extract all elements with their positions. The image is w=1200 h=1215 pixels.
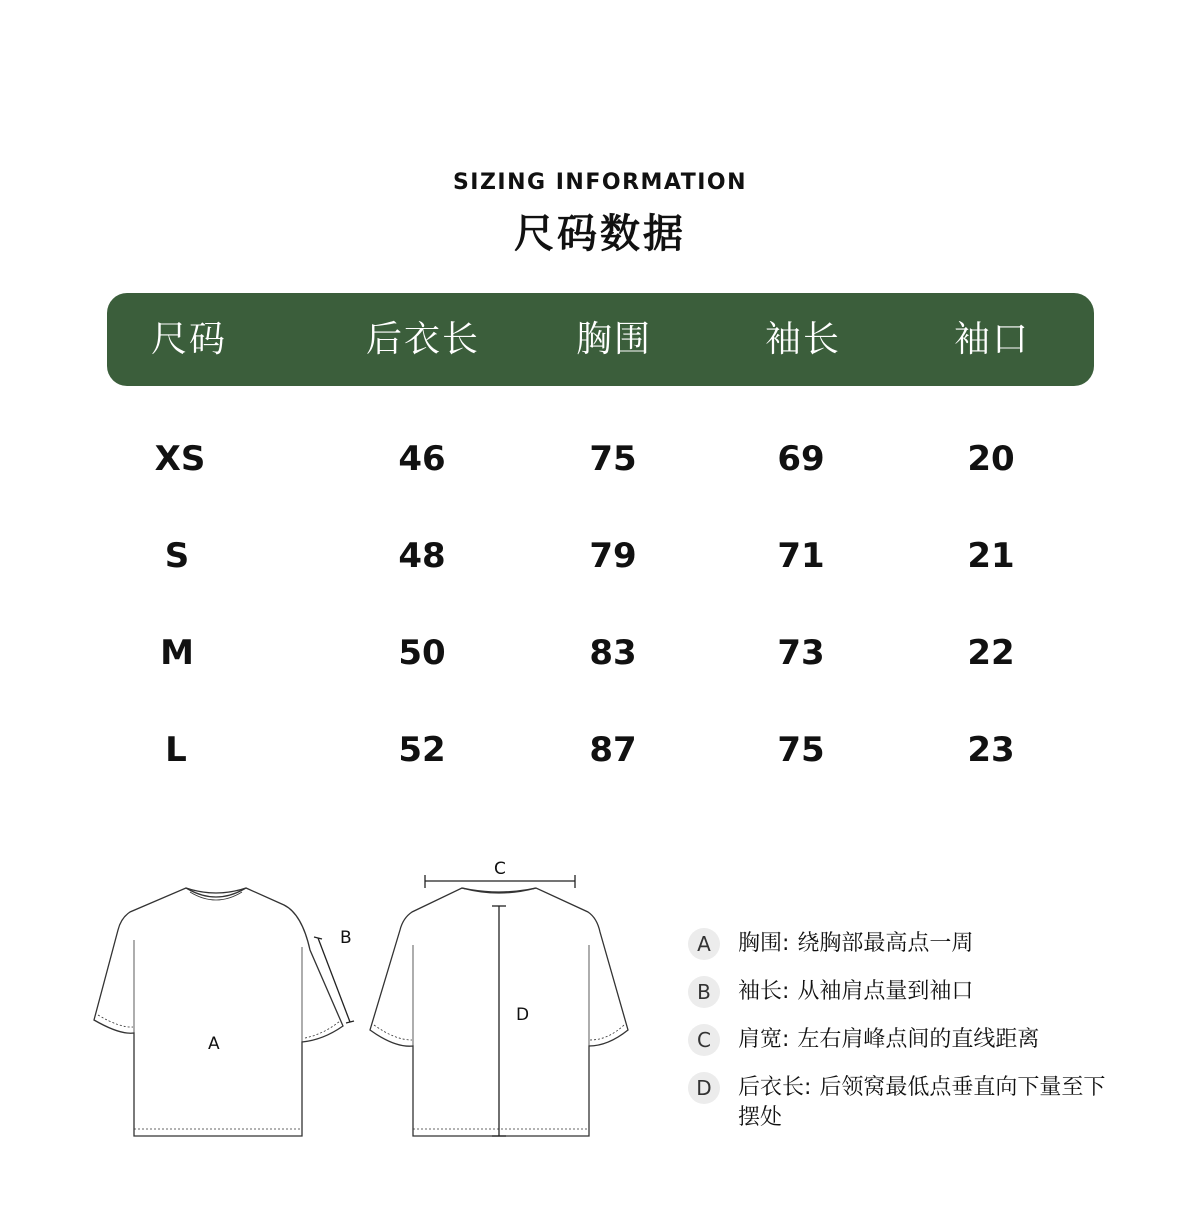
title-en: SIZING INFORMATION bbox=[452, 170, 748, 195]
legend-key: 袖长: bbox=[738, 979, 790, 1004]
label-b: B bbox=[340, 928, 352, 948]
measurement-legend bbox=[688, 925, 1158, 1135]
legend-key: 后衣长: bbox=[738, 1075, 812, 1100]
page-title: 尺码数据 bbox=[514, 211, 686, 257]
legend-text bbox=[738, 973, 1158, 1007]
sleeve-length-cell: 73 bbox=[777, 633, 825, 673]
size-cell: S bbox=[164, 536, 190, 576]
sleeve-length-cell: 69 bbox=[777, 439, 825, 479]
chest-cell: 87 bbox=[589, 730, 637, 770]
cuff-cell: 22 bbox=[967, 633, 1015, 673]
legend-key: 肩宽: bbox=[738, 1027, 790, 1052]
sleeve-measure-line bbox=[314, 937, 354, 1023]
tshirt-diagram bbox=[0, 840, 660, 1160]
legend-badge: A bbox=[688, 928, 720, 960]
tshirt-front-illustration bbox=[94, 888, 343, 1136]
chest-cell: 83 bbox=[589, 633, 637, 673]
chest-cell: 79 bbox=[589, 536, 637, 576]
legend-badge: D bbox=[688, 1072, 720, 1104]
legend-desc: 从袖肩点量到袖口 bbox=[797, 979, 974, 1004]
legend-badge: B bbox=[688, 976, 720, 1008]
size-cell: XS bbox=[154, 439, 206, 479]
table-row bbox=[0, 720, 1200, 780]
table-row bbox=[0, 623, 1200, 683]
back-length-cell: 48 bbox=[398, 536, 446, 576]
legend-text bbox=[738, 1021, 1158, 1055]
legend-desc: 左右肩峰点间的直线距离 bbox=[797, 1027, 1040, 1052]
table-row bbox=[0, 429, 1200, 489]
legend-text bbox=[738, 925, 1158, 959]
header-sleeve-length: 袖长 bbox=[764, 319, 842, 360]
legend-item bbox=[688, 1069, 1158, 1133]
table-header bbox=[107, 293, 1094, 386]
sleeve-length-cell: 75 bbox=[777, 730, 825, 770]
legend-item bbox=[688, 1021, 1158, 1067]
cuff-cell: 21 bbox=[967, 536, 1015, 576]
sleeve-length-cell: 71 bbox=[777, 536, 825, 576]
header-size: 尺码 bbox=[150, 319, 228, 360]
header-back-length: 后衣长 bbox=[365, 319, 481, 360]
label-c: C bbox=[494, 859, 506, 879]
legend-desc: 后领窝最低点垂直向下量至下摆处 bbox=[738, 1075, 1106, 1130]
back-length-measure-line bbox=[492, 906, 506, 1136]
legend-text bbox=[738, 1069, 1108, 1133]
chest-cell: 75 bbox=[589, 439, 637, 479]
size-cell: L bbox=[165, 730, 187, 770]
back-length-cell: 52 bbox=[398, 730, 446, 770]
table-row bbox=[0, 526, 1200, 586]
back-length-cell: 46 bbox=[398, 439, 446, 479]
legend-desc: 绕胸部最高点一周 bbox=[797, 931, 974, 956]
label-a: A bbox=[208, 1034, 220, 1054]
legend-key: 胸围: bbox=[738, 931, 790, 956]
size-cell: M bbox=[160, 633, 194, 673]
back-length-cell: 50 bbox=[398, 633, 446, 673]
cuff-cell: 20 bbox=[967, 439, 1015, 479]
legend-item bbox=[688, 925, 1158, 971]
legend-badge: C bbox=[688, 1024, 720, 1056]
label-d: D bbox=[516, 1005, 530, 1025]
legend-item bbox=[688, 973, 1158, 1019]
header-cuff: 袖口 bbox=[953, 319, 1031, 360]
cuff-cell: 23 bbox=[967, 730, 1015, 770]
header-chest: 胸围 bbox=[575, 319, 653, 360]
